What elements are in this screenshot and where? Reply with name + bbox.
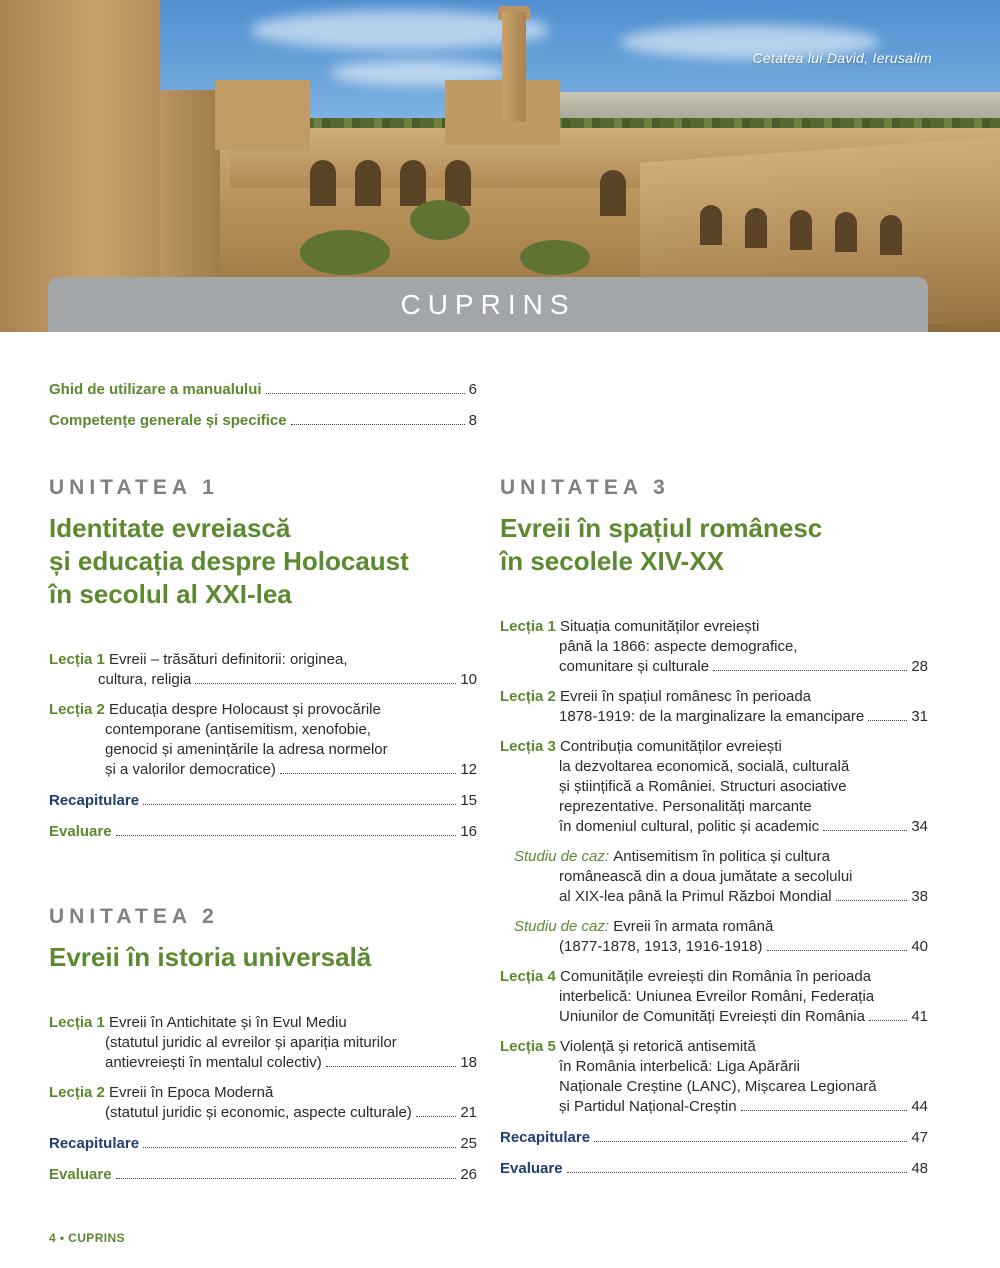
toc-entry-u3-case-study-1[interactable]: Studiu de caz: Antisemitism în politica și cultura românească din a doua jumătate a secolului al XIX-lea până la Primul Război Mondial 38 — [514, 848, 928, 905]
toc-entry-guide[interactable]: Ghid de utilizare a manualului 6 — [49, 381, 477, 398]
unit-2-label: UNITATEA 2 — [49, 905, 219, 928]
toc-entry-u3-recap[interactable]: Recapitulare 47 — [500, 1129, 928, 1146]
footer-label: CUPRINS — [68, 1231, 125, 1245]
toc-entry-u3-l2[interactable]: Lecția 2 Evreii în spațiul românesc în perioada 1878-1919: de la marginalizare la emancipare 31 — [500, 688, 928, 725]
toc-entry-u3-l4[interactable]: Lecția 4 Comunitățile evreiești din România în perioada interbelică: Uniunea Evreilor Români, Federația Uniunilor de Comunități Evreiești din România 41 — [500, 968, 928, 1025]
toc-entry-u2-l2[interactable]: Lecția 2 Evreii în Epoca Modernă (statutul juridic și economic, aspecte culturale) 21 — [49, 1084, 477, 1121]
footer-separator: • — [59, 1231, 65, 1245]
toc-entry-u3-case-study-2[interactable]: Studiu de caz: Evreii în armata română (1877-1878, 1913, 1916-1918) 40 — [514, 918, 928, 955]
unit-2-lessons — [49, 1013, 477, 1185]
toc-entry-competences[interactable]: Competențe generale și specifice 8 — [49, 412, 477, 429]
unit-1-label: UNITATEA 1 — [49, 476, 219, 499]
toc-entry-u3-l5[interactable]: Lecția 5 Violență și retorică antisemită în România interbelică: Liga Apărării Naționale Creștine (LANC), Mișcarea Legionară și Partidul Național-Creștin 44 — [500, 1038, 928, 1115]
unit-1-lessons — [49, 650, 477, 842]
unit-3-lessons — [500, 617, 928, 1179]
toc-entry-u2-eval[interactable]: Evaluare 26 — [49, 1166, 477, 1183]
intro-entries — [49, 380, 477, 431]
toc-entry-u1-l1[interactable]: Lecția 1 Evreii – trăsături definitorii: originea, cultura, religia 10 — [49, 651, 477, 688]
page-title: CUPRINS — [400, 289, 576, 320]
toc-entry-u1-recap[interactable]: Recapitulare 15 — [49, 792, 477, 809]
toc-entry-u2-recap[interactable]: Recapitulare 25 — [49, 1135, 477, 1152]
page-footer — [49, 1231, 125, 1245]
toc-entry-u1-l2[interactable]: Lecția 2 Educația despre Holocaust și provocările contemporane (antisemitism, xenofobie, genocid și amenințările la adresa normelor și a valorilor democratice) 12 — [49, 701, 477, 778]
title-band — [48, 277, 928, 332]
toc-entry-u3-l3[interactable]: Lecția 3 Contribuția comunităților evreiești la dezvoltarea economică, socială, culturală și științifică a României. Structuri asociative reprezentative. Personalități marcante în domeniul cultural, politic și academic 34 — [500, 738, 928, 835]
unit-2-title: Evreii în istoria universală — [49, 942, 372, 972]
unit-3-label: UNITATEA 3 — [500, 476, 670, 499]
unit-3-title: Evreii în spațiul românesc în secolele XIV-XX — [500, 513, 823, 576]
unit-1-title: Identitate evreiască și educația despre Holocaust în secolul al XXI-lea — [49, 513, 409, 609]
page-number: 4 — [49, 1231, 57, 1245]
toc-entry-u3-l1[interactable]: Lecția 1 Situația comunităților evreiești până la 1866: aspecte demografice, comunitare și culturale 28 — [500, 618, 928, 675]
toc-entry-u2-l1[interactable]: Lecția 1 Evreii în Antichitate și în Evul Mediu (statutul juridic al evreilor și apariția miturilor antievreiești în mentalul colectiv) 18 — [49, 1014, 477, 1071]
toc-entry-u1-eval[interactable]: Evaluare 16 — [49, 823, 477, 840]
photo-caption: Cetatea lui David, Ierusalim — [752, 50, 932, 66]
toc-entry-u3-eval[interactable]: Evaluare 48 — [500, 1160, 928, 1177]
